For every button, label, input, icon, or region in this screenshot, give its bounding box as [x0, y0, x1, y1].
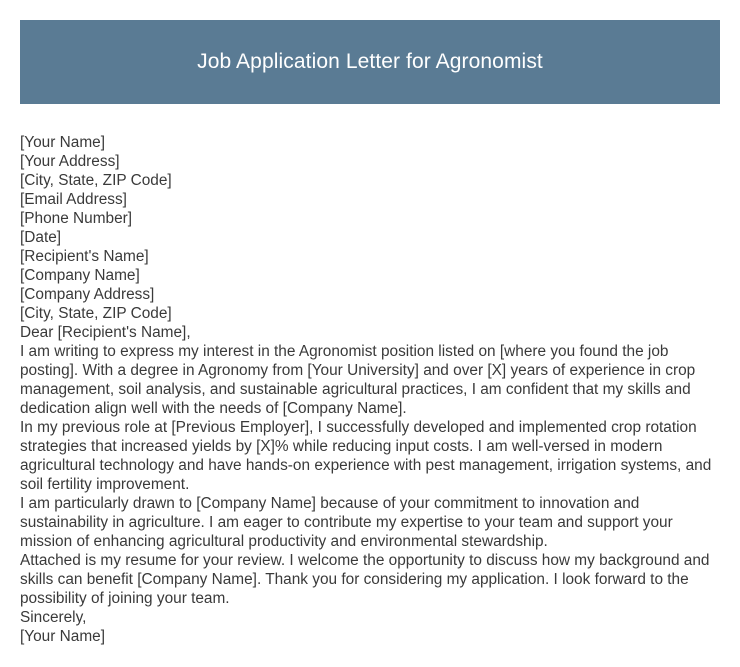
recipient-name: [Recipient's Name] — [20, 248, 149, 265]
sender-address: [Your Address] — [20, 153, 120, 170]
letter-body — [20, 133, 724, 646]
page-title: Job Application Letter for Agronomist — [197, 50, 543, 73]
recipient-company-address: [Company Address] — [20, 286, 155, 303]
paragraph-experience: In my previous role at [Previous Employer], I successfully developed and implemented crop rotation strategies that increased yields by [X]% while reducing input costs. I am well-versed in modern agricultural technology and have hands-on experience with pest management, irrigation systems, and soil fertility improvement. — [20, 419, 712, 493]
sender-phone: [Phone Number] — [20, 210, 133, 227]
letter-date: [Date] — [20, 229, 62, 246]
closing: Sincerely, — [20, 609, 87, 626]
sender-email: [Email Address] — [20, 191, 127, 208]
paragraph-closing: Attached is my resume for your review. I welcome the opportunity to discuss how my background and skills can benefit [Company Name]. Thank you for considering my application. I look forward to the possibility of joining your team. — [20, 552, 710, 607]
signature: [Your Name] — [20, 628, 105, 645]
sender-city-state-zip: [City, State, ZIP Code] — [20, 172, 172, 189]
recipient-city-state-zip: [City, State, ZIP Code] — [20, 305, 172, 322]
paragraph-motivation: I am particularly drawn to [Company Name] because of your commitment to innovation and sustainability in agriculture. I am eager to contribute my expertise to your team and support your mission of enhancing agricultural productivity and environmental stewardship. — [20, 495, 673, 550]
recipient-company: [Company Name] — [20, 267, 140, 284]
paragraph-intro: I am writing to express my interest in the Agronomist position listed on [where you found the job posting]. With a degree in Agronomy from [Your University] and over [X] years of experience in crop management, soil analysis, and sustainable agricultural practices, I am confident that my skills and dedication align well with the needs of [Company Name]. — [20, 343, 696, 417]
sender-name: [Your Name] — [20, 134, 105, 151]
salutation: Dear [Recipient's Name], — [20, 324, 191, 341]
title-banner — [20, 20, 720, 104]
